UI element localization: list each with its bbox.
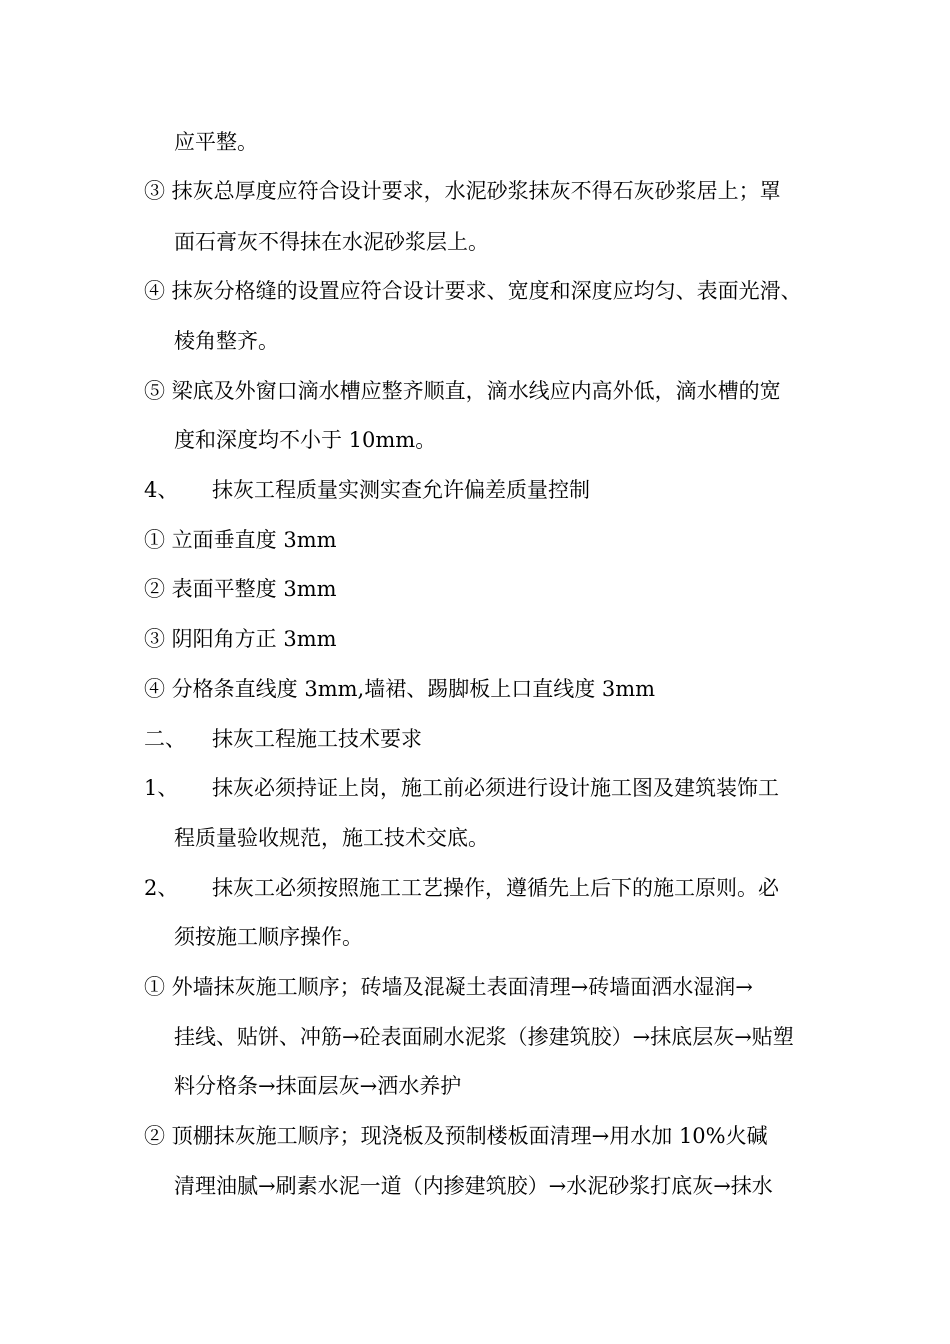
text-line: 程质量验收规范，施工技术交底。	[174, 826, 489, 850]
section-number: 二、	[144, 727, 186, 751]
list-item: ① 外墙抹灰施工顺序；砖墙及混凝土表面清理→砖墙面洒水湿润→	[144, 975, 753, 999]
list-item: ④ 抹灰分格缝的设置应符合设计要求、宽度和深度应均匀、表面光滑、	[144, 279, 802, 303]
list-item: ③ 抹灰总厚度应符合设计要求，水泥砂浆抹灰不得石灰砂浆居上；罩	[144, 179, 781, 203]
section-title: 抹灰工程施工技术要求	[212, 727, 422, 751]
text-line: 度和深度均不小于 10mm。	[174, 428, 437, 452]
text-line: 面石膏灰不得抹在水泥砂浆层上。	[174, 230, 489, 254]
text-line: 棱角整齐。	[174, 329, 279, 353]
section-number: 4、	[144, 478, 179, 502]
paragraph-number: 2、	[144, 876, 179, 900]
paragraph-number: 1、	[144, 776, 179, 800]
list-item: ② 表面平整度 3mm	[144, 577, 337, 601]
text-line: 清理油腻→刷素水泥一道（内掺建筑胶）→水泥砂浆打底灰→抹水	[174, 1174, 773, 1198]
list-item: ③ 阴阳角方正 3mm	[144, 627, 337, 651]
text-line: 料分格条→抹面层灰→洒水养护	[174, 1074, 462, 1098]
paragraph-text: 抹灰必须持证上岗，施工前必须进行设计施工图及建筑装饰工	[212, 776, 779, 800]
list-item: ① 立面垂直度 3mm	[144, 528, 337, 552]
text-line: 须按施工顺序操作。	[174, 925, 363, 949]
list-item: ④ 分格条直线度 3mm,墙裙、踢脚板上口直线度 3mm	[144, 677, 656, 701]
list-item: ⑤ 梁底及外窗口滴水槽应整齐顺直，滴水线应内高外低，滴水槽的宽	[144, 379, 781, 403]
section-title: 抹灰工程质量实测实查允许偏差质量控制	[212, 478, 590, 502]
numbered-paragraph	[144, 873, 779, 903]
text-line: 挂线、贴饼、冲筋→砼表面刷水泥浆（掺建筑胶）→抹底层灰→贴塑	[174, 1025, 794, 1049]
paragraph-text: 抹灰工必须按照施工工艺操作，遵循先上后下的施工原则。必	[212, 876, 779, 900]
section-heading	[144, 724, 422, 754]
list-item: ② 顶棚抹灰施工顺序；现浇板及预制楼板面清理→用水加 10%火碱	[144, 1124, 768, 1148]
section-heading	[144, 475, 590, 505]
numbered-paragraph	[144, 773, 779, 803]
text-line: 应平整。	[174, 130, 258, 154]
